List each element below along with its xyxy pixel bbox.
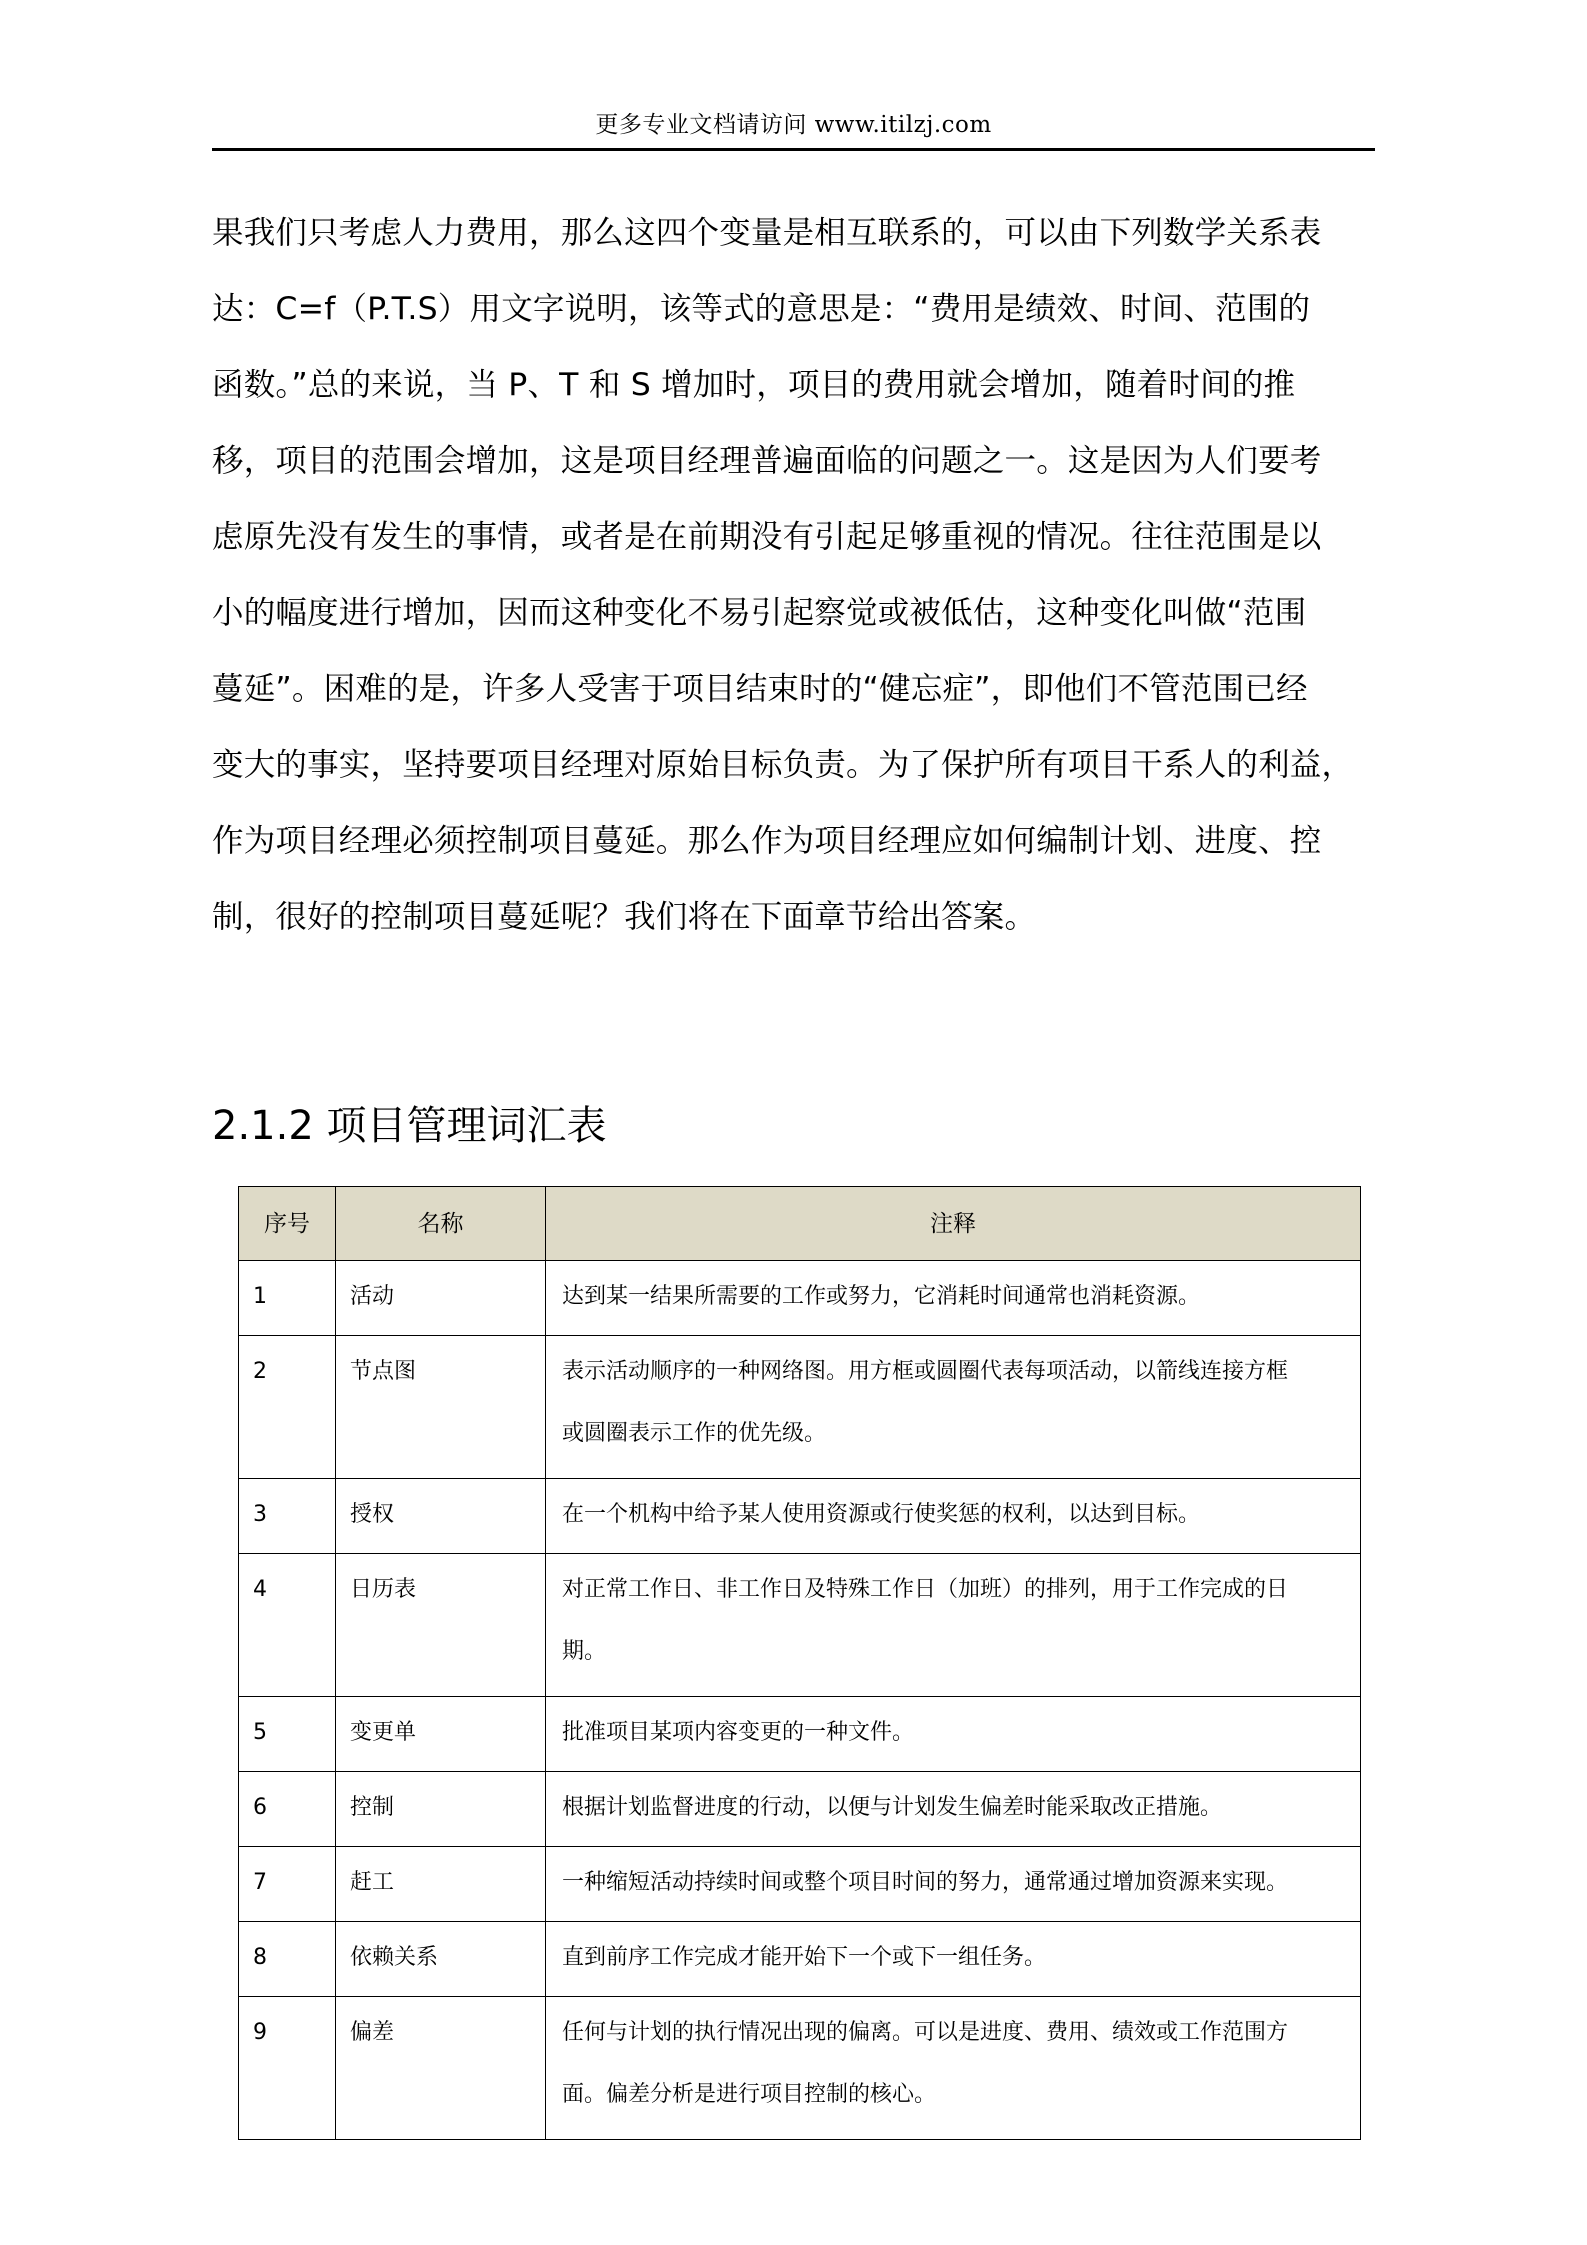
paragraph-line: 虑原先没有发生的事情，或者是在前期没有引起足够重视的情况。往往范围是以: [212, 519, 1322, 555]
table-row: [239, 1336, 1361, 1479]
paragraph-line: 小的幅度进行增加，因而这种变化不易引起察觉或被低估，这种变化叫做“范围: [212, 595, 1307, 631]
paragraph-line: 变大的事实，坚持要项目经理对原始目标负责。为了保护所有项目干系人的利益，: [212, 747, 1354, 783]
cell-term-name: 依赖关系: [336, 1922, 546, 1997]
cell-index: 3: [239, 1479, 336, 1554]
cell-term-name: 偏差: [336, 1997, 546, 2140]
paragraph-line: 函数。”总的来说，当 P、T 和 S 增加时，项目的费用就会增加，随着时间的推: [212, 367, 1296, 403]
definition-line: 或圆圈表示工作的优先级。: [562, 1421, 827, 1446]
paragraph-line: 果我们只考虑人力费用，那么这四个变量是相互联系的，可以由下列数学关系表: [212, 215, 1322, 251]
cell-definition: [546, 1336, 1361, 1479]
table-row: [239, 1997, 1361, 2140]
table-body: [239, 1261, 1361, 2140]
page-header: [212, 108, 1375, 151]
cell-term-name: 变更单: [336, 1697, 546, 1772]
paragraph-line: 达：C=f（P.T.S）用文字说明，该等式的意思是：“费用是绩效、时间、范围的: [212, 291, 1311, 327]
cell-definition: [546, 1261, 1361, 1336]
table-row: [239, 1261, 1361, 1336]
definition-line: 达到某一结果所需要的工作或努力，它消耗时间通常也消耗资源。: [562, 1284, 1201, 1309]
table-header-row: [239, 1187, 1361, 1261]
cell-term-name: 日历表: [336, 1554, 546, 1697]
table-row: [239, 1479, 1361, 1554]
cell-definition: [546, 1697, 1361, 1772]
cell-term-name: 授权: [336, 1479, 546, 1554]
column-header-index: 序号: [239, 1187, 336, 1261]
definition-line: 期。: [562, 1639, 607, 1664]
header-watermark-text: 更多专业文档请访问 www.itilzj.com: [595, 112, 992, 138]
column-header-name: 名称: [336, 1187, 546, 1261]
vocabulary-table-container: [238, 1186, 1360, 2140]
table-header: [239, 1187, 1361, 1261]
paragraph-line: 移，项目的范围会增加，这是项目经理普遍面临的问题之一。这是因为人们要考: [212, 443, 1322, 479]
definition-line: 直到前序工作完成才能开始下一个或下一组任务。: [562, 1945, 1047, 1970]
cell-term-name: 赶工: [336, 1847, 546, 1922]
definition-line: 表示活动顺序的一种网络图。用方框或圆圈代表每项活动，以箭线连接方框: [562, 1359, 1289, 1384]
definition-line: 一种缩短活动持续时间或整个项目时间的努力，通常通过增加资源来实现。: [562, 1870, 1289, 1895]
table-row: [239, 1847, 1361, 1922]
cell-definition: [546, 1479, 1361, 1554]
definition-line: 对正常工作日、非工作日及特殊工作日（加班）的排列，用于工作完成的日: [562, 1577, 1289, 1602]
cell-term-name: 活动: [336, 1261, 546, 1336]
cell-index: 1: [239, 1261, 336, 1336]
cell-definition: [546, 1772, 1361, 1847]
cell-term-name: 节点图: [336, 1336, 546, 1479]
body-paragraph: [212, 195, 1380, 955]
column-header-note: 注释: [546, 1187, 1361, 1261]
vocabulary-table: [238, 1186, 1361, 2140]
paragraph-line: 作为项目经理必须控制项目蔓延。那么作为项目经理应如何编制计划、进度、控: [212, 823, 1322, 859]
definition-line: 在一个机构中给予某人使用资源或行使奖惩的权利，以达到目标。: [562, 1502, 1201, 1527]
paragraph-line: 蔓延”。困难的是，许多人受害于项目结束时的“健忘症”，即他们不管范围已经: [212, 671, 1308, 707]
cell-index: 6: [239, 1772, 336, 1847]
definition-line: 面。偏差分析是进行项目控制的核心。: [562, 2082, 937, 2107]
section-heading: 2.1.2 项目管理词汇表: [212, 1103, 607, 1149]
cell-definition: [546, 1997, 1361, 2140]
cell-definition: [546, 1847, 1361, 1922]
paragraph-line: 制，很好的控制项目蔓延呢？我们将在下面章节给出答案。: [212, 899, 1037, 935]
table-row: [239, 1554, 1361, 1697]
cell-definition: [546, 1922, 1361, 1997]
table-row: [239, 1697, 1361, 1772]
table-row: [239, 1772, 1361, 1847]
cell-index: 8: [239, 1922, 336, 1997]
definition-line: 任何与计划的执行情况出现的偏离。可以是进度、费用、绩效或工作范围方: [562, 2020, 1289, 2045]
cell-index: 7: [239, 1847, 336, 1922]
cell-definition: [546, 1554, 1361, 1697]
header-divider-rule: [212, 148, 1375, 151]
table-row: [239, 1922, 1361, 1997]
cell-term-name: 控制: [336, 1772, 546, 1847]
definition-line: 根据计划监督进度的行动，以便与计划发生偏差时能采取改正措施。: [562, 1795, 1223, 1820]
cell-index: 5: [239, 1697, 336, 1772]
cell-index: 2: [239, 1336, 336, 1479]
cell-index: 9: [239, 1997, 336, 2140]
cell-index: 4: [239, 1554, 336, 1697]
definition-line: 批准项目某项内容变更的一种文件。: [562, 1720, 915, 1745]
